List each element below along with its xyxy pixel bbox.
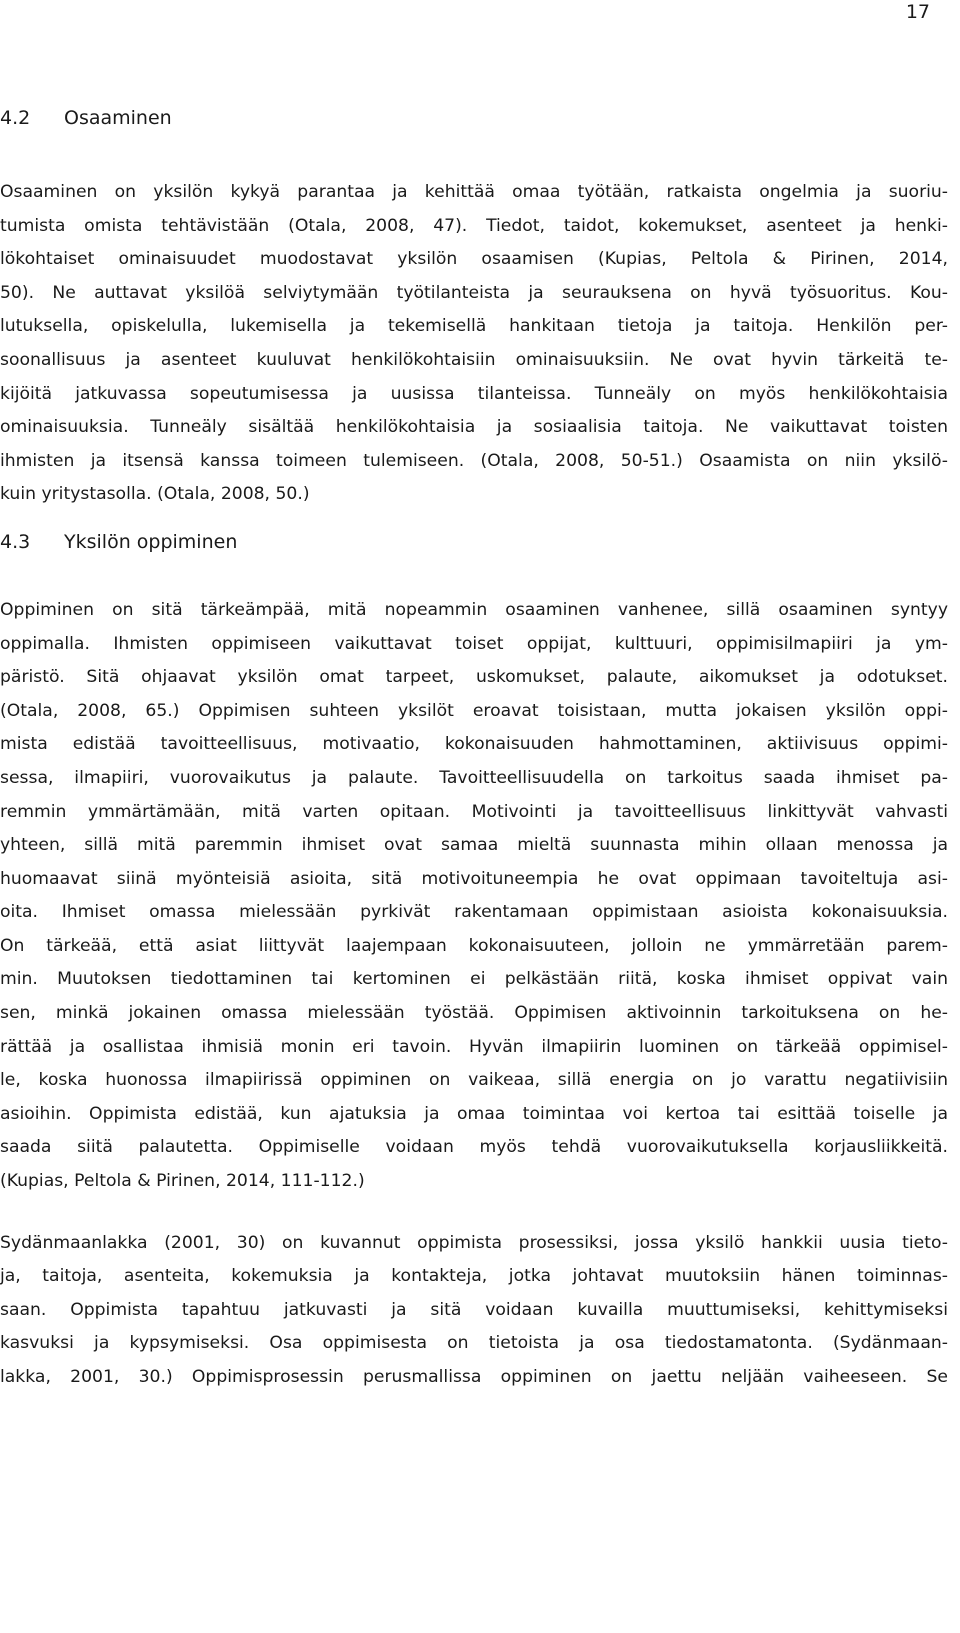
text-line: lakka, 2001, 30.) Oppimisprosessin perusmallissa oppiminen on jaettu neljään vaiheeseen. Se: [0, 1367, 948, 1387]
text-line: oppimalla. Ihmisten oppimiseen vaikuttavat toiset oppijat, kulttuuri, oppimisilmapiiri ja ym-: [0, 633, 948, 654]
text-line: ihmisten ja itsensä kanssa toimeen tulemiseen. (Otala, 2008, 50-51.) Osaamista on niin yksilö-: [0, 450, 948, 471]
text-line: Osaaminen on yksilön kykyä parantaa ja kehittää omaa työtään, ratkaista ongelmia ja suoriu-: [0, 182, 948, 202]
text-line: soonallisuus ja asenteet kuuluvat henkilökohtaisiin ominaisuuksiin. Ne ovat hyvin tärkeitä te-: [0, 349, 948, 370]
text-line: asioihin. Oppimista edistää, kun ajatuksia ja omaa toimintaa voi kertoa tai esittää toiselle ja: [0, 1103, 948, 1124]
text-line: (Otala, 2008, 65.) Oppimisen suhteen yksilöt eroavat toisistaan, mutta jokaisen yksilön oppi-: [0, 700, 948, 721]
text-line: le, koska huonossa ilmapiirissä oppiminen on vaikeaa, sillä energia on jo varattu negatiivisiin: [0, 1070, 948, 1091]
paragraph-osaaminen: [0, 176, 948, 512]
text-line: päristö. Sitä ohjaavat yksilön omat tarpeet, uskomukset, palaute, aikomukset ja odotukset.: [0, 667, 948, 688]
section-title: Osaaminen: [64, 107, 172, 129]
paragraph-sydanmaanlakka: [0, 1227, 948, 1395]
text-line: sessa, ilmapiiri, vuorovaikutus ja palaute. Tavoitteellisuudella on tarkoitus saada ihmiset pa-: [0, 767, 948, 788]
text-line: saan. Oppimista tapahtuu jatkuvasti ja sitä voidaan kuvailla muuttumiseksi, kehittymiseksi: [0, 1299, 948, 1320]
text-line: lutuksella, opiskelulla, lukemisella ja tekemisellä hankitaan tietoja ja taitoja. Henkilön per-: [0, 316, 948, 337]
text-line: kasvuksi ja kypsymiseksi. Osa oppimisesta on tietoista ja osa tiedostamatonta. (Sydänmaan-: [0, 1333, 948, 1354]
text-line: Sydänmaanlakka (2001, 30) on kuvannut oppimista prosessiksi, jossa yksilö hankkii uusia tieto-: [0, 1232, 948, 1253]
text-line: yhteen, sillä mitä paremmin ihmiset ovat samaa mieltä suunnasta mihin ollaan menossa ja: [0, 835, 948, 856]
document-body: [0, 104, 948, 1395]
text-line: ominaisuuksia. Tunneäly sisältää henkilökohtaisia ja sosiaalisia taitoja. Ne vaikuttavat toisten: [0, 417, 948, 438]
text-line: Oppiminen on sitä tärkeämpää, mitä nopeammin osaaminen vanhenee, sillä osaaminen syntyy: [0, 599, 948, 620]
text-line: 50). Ne auttavat yksilöä selviytymään työtilanteista ja seurauksena on hyvä työsuoritus. Kou-: [0, 282, 948, 303]
text-line: min. Muutoksen tiedottaminen tai kertominen ei pelkästään riitä, koska ihmiset oppivat vain: [0, 969, 948, 990]
text-line: saada siitä palautetta. Oppimiselle voidaan myös tehdä vuorovaikutuksella korjausliikkeitä.: [0, 1137, 948, 1158]
page-number: 17: [905, 1, 930, 23]
text-line: remmin ymmärtämään, mitä varten opitaan. Motivointi ja tavoitteellisuus linkittyvät vahvasti: [0, 801, 948, 822]
text-line: kijöitä jatkuvassa sopeutumisessa ja uusissa tilanteissa. Tunneäly on myös henkilökohtaisia: [0, 383, 948, 404]
text-line: ja, taitoja, asenteita, kokemuksia ja kontakteja, jotka johtavat muutoksiin hänen toiminnas-: [0, 1266, 948, 1287]
section-number: 4.2: [0, 107, 31, 129]
section-title: Yksilön oppiminen: [64, 530, 238, 553]
text-line: (Kupias, Peltola & Pirinen, 2014, 111-112.): [0, 1171, 365, 1192]
text-line: oita. Ihmiset omassa mielessään pyrkivät rakentamaan oppimistaan asioista kokonaisuuksia.: [0, 902, 948, 923]
text-line: rättää ja osallistaa ihmisiä monin eri tavoin. Hyvän ilmapiirin luominen on tärkeää oppimisel-: [0, 1036, 948, 1057]
text-line: sen, minkä jokainen omassa mielessään työstää. Oppimisen aktivoinnin tarkoituksena on he-: [0, 1003, 948, 1024]
text-line: kuin yritystasolla. (Otala, 2008, 50.): [0, 484, 310, 505]
text-line: huomaavat siinä myönteisiä asioita, sitä motivoituneempia he ovat oppimaan tavoiteltuja asi-: [0, 868, 948, 889]
section-heading-osaaminen: [0, 104, 948, 132]
paragraph-oppiminen: [0, 594, 948, 1199]
text-line: On tärkeää, että asiat liittyvät laajempaan kokonaisuuteen, jolloin ne ymmärretään parem-: [0, 935, 948, 956]
text-line: tumista omista tehtävistään (Otala, 2008, 47). Tiedot, taidot, kokemukset, asenteet ja henki-: [0, 215, 948, 236]
section-heading-yksilon-oppiminen: [0, 528, 948, 556]
text-line: mista edistää tavoitteellisuus, motivaatio, kokonaisuuden hahmottaminen, aktiivisuus oppimi-: [0, 734, 948, 755]
section-number: 4.3: [0, 530, 31, 553]
text-line: lökohtaiset ominaisuudet muodostavat yksilön osaamisen (Kupias, Peltola & Pirinen, 2014,: [0, 249, 948, 270]
